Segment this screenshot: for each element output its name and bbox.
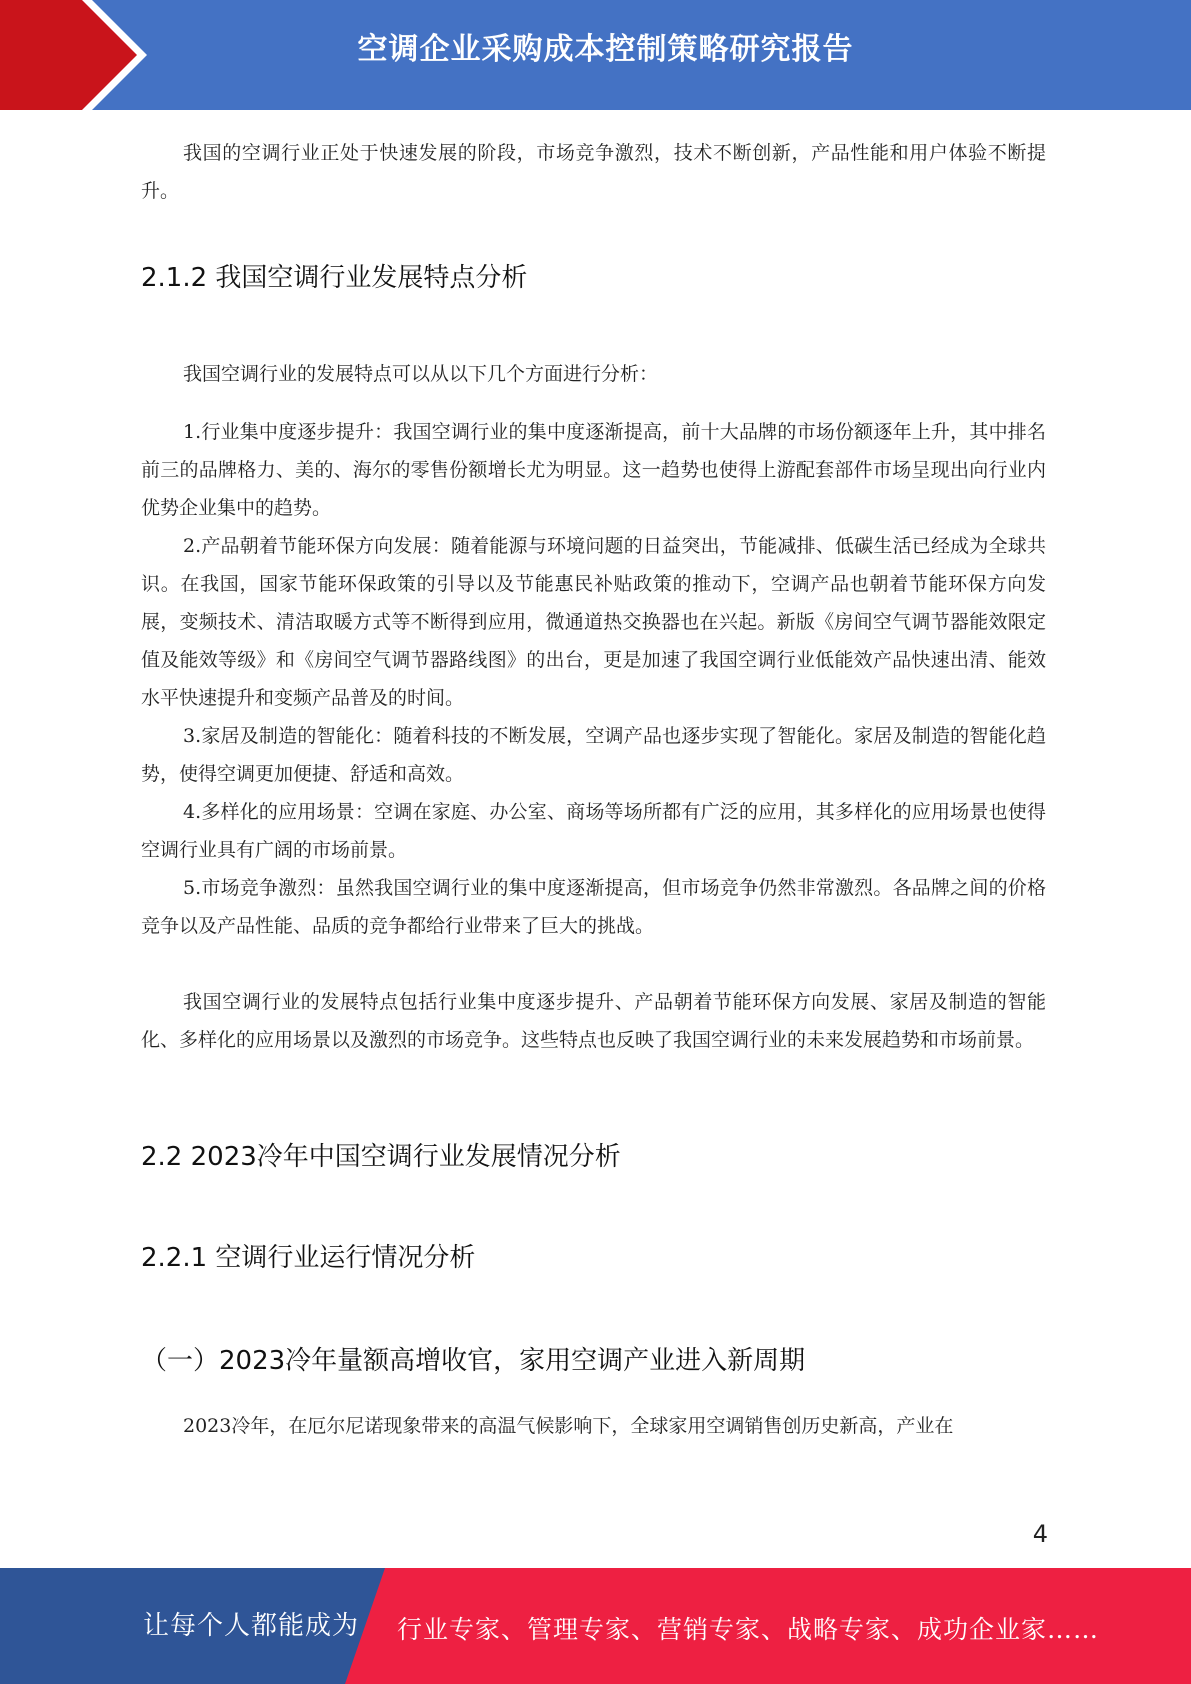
feature-point: 5.市场竞争激烈：虽然我国空调行业的集中度逐渐提高，但市场竞争仍然非常激烈。各品牌之间的价格竞争以及产品性能、品质的竞争都给行业带来了巨大的挑战。	[141, 877, 1046, 937]
feature-point: 3.家居及制造的智能化：随着科技的不断发展，空调产品也逐步实现了智能化。家居及制造的智能化趋势，使得空调更加便捷、舒适和高效。	[141, 725, 1046, 785]
intro-paragraph: 我国的空调行业正处于快速发展的阶段，市场竞争激烈，技术不断创新，产品性能和用户体验不断提升。	[141, 142, 1046, 202]
report-title: 空调企业采购成本控制策略研究报告	[357, 32, 854, 67]
page-content	[141, 134, 1046, 1445]
feature-points-list	[141, 413, 1046, 945]
subsection-heading: （一）2023冷年量额高增收官，家用空调产业进入新周期	[141, 1346, 806, 1376]
page-header	[0, 0, 1191, 110]
section-heading-2-1-2: 2.1.2 我国空调行业发展特点分析	[141, 263, 528, 293]
body-paragraph: 2023冷年，在厄尔尼诺现象带来的高温气候影响下，全球家用空调销售创历史新高，产业在	[183, 1415, 954, 1437]
page-number: 4	[1032, 1520, 1048, 1548]
feature-point: 4.多样化的应用场景：空调在家庭、办公室、商场等场所都有广泛的应用，其多样化的应用场景也使得空调行业具有广阔的市场前景。	[141, 801, 1046, 861]
footer-tagline: 行业专家、管理专家、营销专家、战略专家、成功企业家……	[397, 1615, 1100, 1644]
summary-paragraph: 我国空调行业的发展特点包括行业集中度逐步提升、产品朝着节能环保方向发展、家居及制造的智能化、多样化的应用场景以及激烈的市场竞争。这些特点也反映了我国空调行业的未来发展趋势和市场前景。	[141, 991, 1046, 1051]
section-lead-paragraph: 我国空调行业的发展特点可以从以下几个方面进行分析：	[183, 363, 659, 385]
section-heading-2-2-1: 2.2.1 空调行业运行情况分析	[141, 1243, 476, 1273]
feature-point: 1.行业集中度逐步提升：我国空调行业的集中度逐渐提高，前十大品牌的市场份额逐年上升，其中排名前三的品牌格力、美的、海尔的零售份额增长尤为明显。这一趋势也使得上游配套部件市场呈现出向行业内优势企业集中的趋势。	[141, 421, 1046, 519]
feature-point: 2.产品朝着节能环保方向发展：随着能源与环境问题的日益突出，节能减排、低碳生活已经成为全球共识。在我国，国家节能环保政策的引导以及节能惠民补贴政策的推动下，空调产品也朝着节能环保方向发展，变频技术、清洁取暖方式等不断得到应用，微通道热交换器也在兴起。新版《房间空气调节器能效限定值及能效等级》和《房间空气调节器路线图》的出台，更是加速了我国空调行业低能效产品快速出清、能效水平快速提升和变频产品普及的时间。	[141, 535, 1046, 709]
page-footer	[0, 1568, 1191, 1684]
footer-slogan: 让每个人都能成为	[143, 1611, 360, 1641]
section-heading-2-2: 2.2 2023冷年中国空调行业发展情况分析	[141, 1142, 621, 1172]
